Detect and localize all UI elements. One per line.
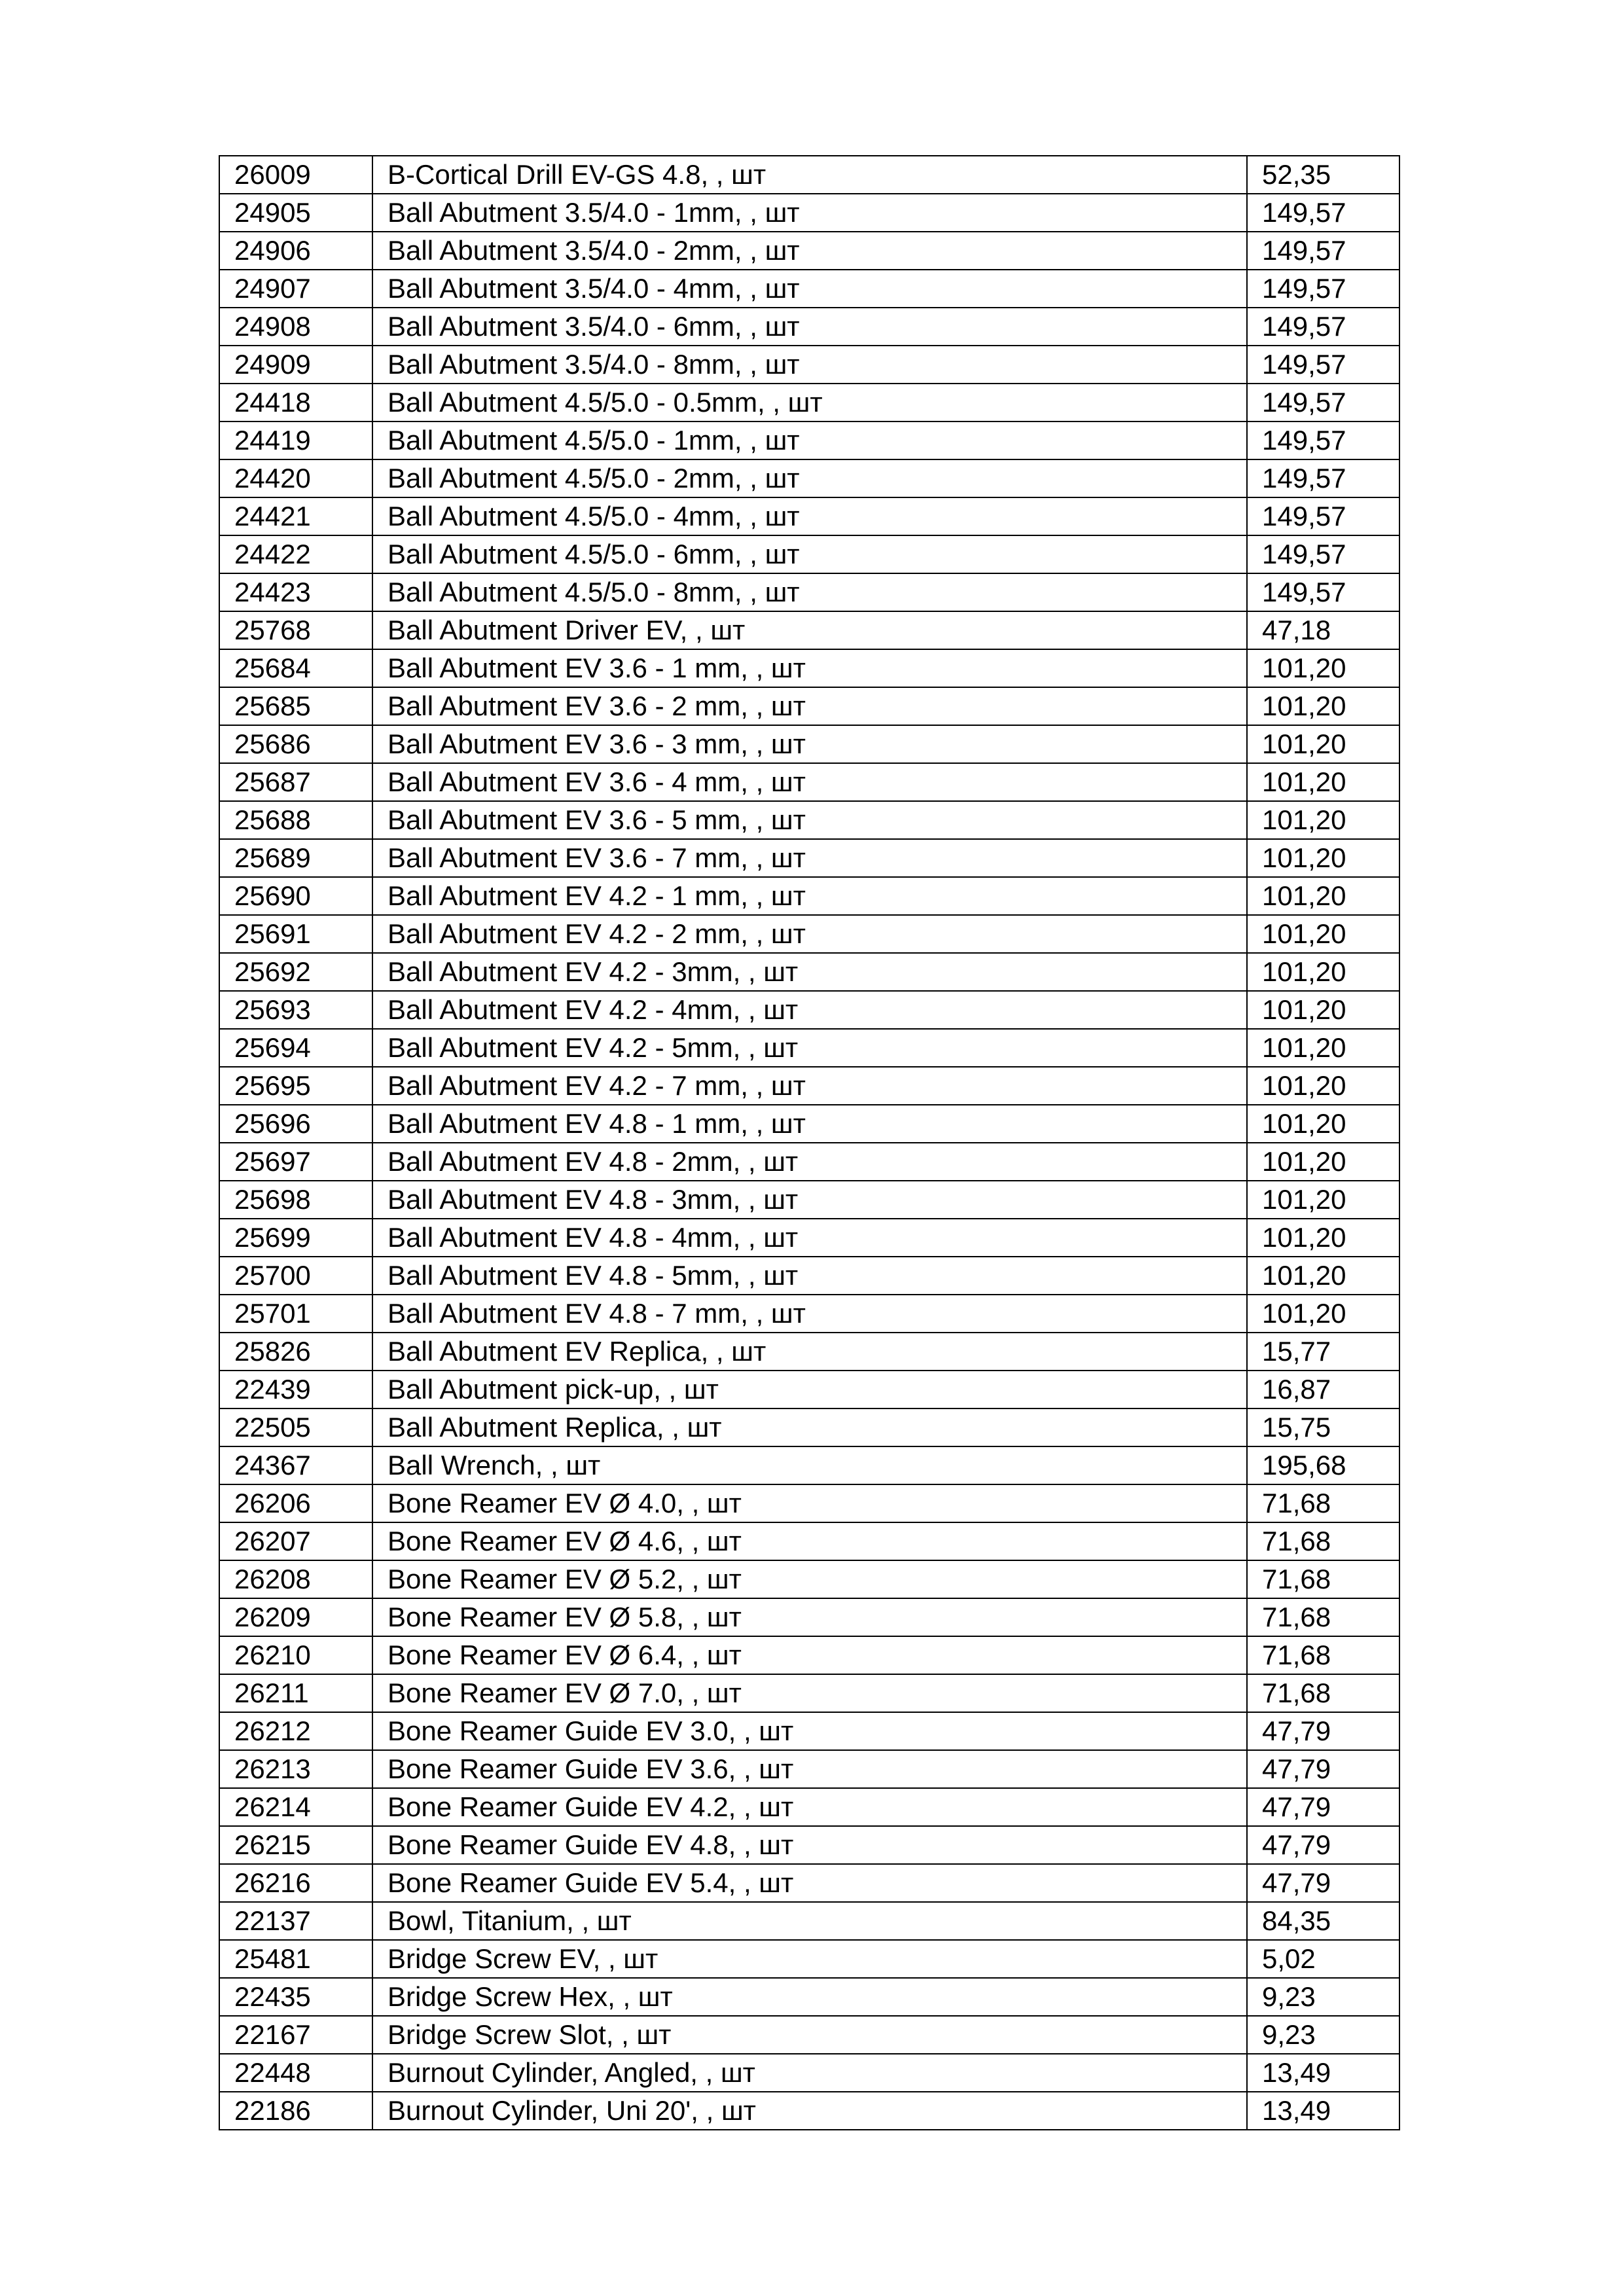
- product-code-cell: 24420: [219, 459, 372, 497]
- table-row: [219, 156, 1399, 194]
- table-row: [219, 839, 1399, 877]
- product-code-cell: 26215: [219, 1826, 372, 1864]
- product-name-cell: Ball Abutment EV 4.2 - 3mm, , шт: [372, 953, 1247, 991]
- product-price-cell: 47,79: [1247, 1864, 1399, 1902]
- product-name-cell: Bone Reamer Guide EV 5.4, , шт: [372, 1864, 1247, 1902]
- product-price-cell: 149,57: [1247, 573, 1399, 611]
- table-row: [219, 1257, 1399, 1295]
- product-name-cell: Ball Abutment 4.5/5.0 - 6mm, , шт: [372, 535, 1247, 573]
- product-name-cell: Ball Abutment EV 4.8 - 5mm, , шт: [372, 1257, 1247, 1295]
- product-code-cell: 26210: [219, 1636, 372, 1674]
- product-code-cell: 25692: [219, 953, 372, 991]
- table-row: [219, 915, 1399, 953]
- product-price-cell: 13,49: [1247, 2092, 1399, 2130]
- product-name-cell: Ball Abutment EV 4.8 - 1 mm, , шт: [372, 1105, 1247, 1143]
- product-code-cell: 24367: [219, 1446, 372, 1484]
- table-row: [219, 877, 1399, 915]
- product-name-cell: Ball Abutment EV 4.8 - 3mm, , шт: [372, 1181, 1247, 1219]
- product-price-cell: 16,87: [1247, 1371, 1399, 1408]
- product-price-cell: 101,20: [1247, 763, 1399, 801]
- product-name-cell: Ball Abutment EV 4.2 - 4mm, , шт: [372, 991, 1247, 1029]
- product-name-cell: Ball Abutment EV 3.6 - 2 mm, , шт: [372, 687, 1247, 725]
- product-code-cell: 24907: [219, 270, 372, 308]
- product-code-cell: 25687: [219, 763, 372, 801]
- product-price-cell: 101,20: [1247, 1219, 1399, 1257]
- product-code-cell: 26213: [219, 1750, 372, 1788]
- product-name-cell: Ball Abutment pick-up, , шт: [372, 1371, 1247, 1408]
- product-price-cell: 195,68: [1247, 1446, 1399, 1484]
- product-code-cell: 26212: [219, 1712, 372, 1750]
- table-row: [219, 1940, 1399, 1978]
- product-price-cell: 15,75: [1247, 1408, 1399, 1446]
- product-name-cell: Ball Abutment Replica, , шт: [372, 1408, 1247, 1446]
- product-code-cell: 24418: [219, 384, 372, 422]
- product-name-cell: Ball Abutment EV 4.2 - 2 mm, , шт: [372, 915, 1247, 953]
- table-row: [219, 535, 1399, 573]
- product-price-cell: 101,20: [1247, 839, 1399, 877]
- product-name-cell: Ball Abutment EV 4.8 - 2mm, , шт: [372, 1143, 1247, 1181]
- table-row: [219, 573, 1399, 611]
- product-price-cell: 149,57: [1247, 497, 1399, 535]
- product-price-cell: 149,57: [1247, 346, 1399, 384]
- product-name-cell: Ball Abutment 3.5/4.0 - 1mm, , шт: [372, 194, 1247, 232]
- product-name-cell: Ball Abutment 3.5/4.0 - 2mm, , шт: [372, 232, 1247, 270]
- product-code-cell: 22439: [219, 1371, 372, 1408]
- table-row: [219, 1067, 1399, 1105]
- product-price-cell: 149,57: [1247, 422, 1399, 459]
- table-row: [219, 270, 1399, 308]
- product-name-cell: Ball Abutment Driver EV, , шт: [372, 611, 1247, 649]
- product-name-cell: Bone Reamer Guide EV 4.2, , шт: [372, 1788, 1247, 1826]
- product-price-cell: 84,35: [1247, 1902, 1399, 1940]
- product-code-cell: 26209: [219, 1598, 372, 1636]
- product-code-cell: 25684: [219, 649, 372, 687]
- table-row: [219, 384, 1399, 422]
- product-name-cell: Bone Reamer EV Ø 7.0, , шт: [372, 1674, 1247, 1712]
- table-row: [219, 1864, 1399, 1902]
- table-row: [219, 194, 1399, 232]
- table-row: [219, 1219, 1399, 1257]
- product-price-cell: 149,57: [1247, 232, 1399, 270]
- table-row: [219, 991, 1399, 1029]
- table-row: [219, 1788, 1399, 1826]
- product-name-cell: Bone Reamer Guide EV 3.0, , шт: [372, 1712, 1247, 1750]
- product-code-cell: 24909: [219, 346, 372, 384]
- product-name-cell: Ball Abutment EV 3.6 - 4 mm, , шт: [372, 763, 1247, 801]
- product-code-cell: 25693: [219, 991, 372, 1029]
- table-row: [219, 1522, 1399, 1560]
- product-price-cell: 101,20: [1247, 877, 1399, 915]
- table-row: [219, 2054, 1399, 2092]
- product-price-cell: 13,49: [1247, 2054, 1399, 2092]
- product-code-cell: 25689: [219, 839, 372, 877]
- product-price-cell: 101,20: [1247, 801, 1399, 839]
- table-row: [219, 497, 1399, 535]
- table-row: [219, 1978, 1399, 2016]
- product-price-cell: 15,77: [1247, 1333, 1399, 1371]
- product-price-cell: 71,68: [1247, 1484, 1399, 1522]
- product-price-cell: 47,18: [1247, 611, 1399, 649]
- product-code-cell: 26207: [219, 1522, 372, 1560]
- product-name-cell: Ball Abutment EV 3.6 - 7 mm, , шт: [372, 839, 1247, 877]
- product-price-cell: 101,20: [1247, 687, 1399, 725]
- product-price-cell: 5,02: [1247, 1940, 1399, 1978]
- product-price-cell: 101,20: [1247, 1029, 1399, 1067]
- product-name-cell: Ball Abutment EV Replica, , шт: [372, 1333, 1247, 1371]
- product-price-cell: 101,20: [1247, 1181, 1399, 1219]
- table-row: [219, 1333, 1399, 1371]
- product-price-cell: 71,68: [1247, 1560, 1399, 1598]
- table-row: [219, 1446, 1399, 1484]
- product-name-cell: Bridge Screw EV, , шт: [372, 1940, 1247, 1978]
- table-row: [219, 2092, 1399, 2130]
- table-row: [219, 1674, 1399, 1712]
- product-price-cell: 149,57: [1247, 459, 1399, 497]
- product-price-cell: 52,35: [1247, 156, 1399, 194]
- product-code-cell: 25685: [219, 687, 372, 725]
- product-price-cell: 47,79: [1247, 1750, 1399, 1788]
- product-name-cell: Ball Wrench, , шт: [372, 1446, 1247, 1484]
- product-price-cell: 149,57: [1247, 194, 1399, 232]
- product-code-cell: 26216: [219, 1864, 372, 1902]
- product-price-cell: 101,20: [1247, 1067, 1399, 1105]
- product-code-cell: 26009: [219, 156, 372, 194]
- product-name-cell: Ball Abutment 3.5/4.0 - 4mm, , шт: [372, 270, 1247, 308]
- product-code-cell: 25699: [219, 1219, 372, 1257]
- table-row: [219, 308, 1399, 346]
- product-name-cell: Bone Reamer EV Ø 4.0, , шт: [372, 1484, 1247, 1522]
- product-name-cell: Ball Abutment EV 3.6 - 1 mm, , шт: [372, 649, 1247, 687]
- product-code-cell: 22448: [219, 2054, 372, 2092]
- product-price-cell: 71,68: [1247, 1598, 1399, 1636]
- product-name-cell: Ball Abutment 4.5/5.0 - 1mm, , шт: [372, 422, 1247, 459]
- product-name-cell: Bone Reamer EV Ø 5.8, , шт: [372, 1598, 1247, 1636]
- table-row: [219, 422, 1399, 459]
- product-name-cell: Bridge Screw Slot, , шт: [372, 2016, 1247, 2054]
- product-price-cell: 101,20: [1247, 1105, 1399, 1143]
- product-name-cell: Bone Reamer EV Ø 4.6, , шт: [372, 1522, 1247, 1560]
- product-code-cell: 25697: [219, 1143, 372, 1181]
- product-price-cell: 47,79: [1247, 1788, 1399, 1826]
- product-name-cell: Bridge Screw Hex, , шт: [372, 1978, 1247, 2016]
- product-code-cell: 25686: [219, 725, 372, 763]
- table-row: [219, 1826, 1399, 1864]
- product-code-cell: 25695: [219, 1067, 372, 1105]
- table-row: [219, 1295, 1399, 1333]
- product-name-cell: Ball Abutment EV 3.6 - 3 mm, , шт: [372, 725, 1247, 763]
- product-code-cell: 22186: [219, 2092, 372, 2130]
- table-row: [219, 346, 1399, 384]
- table-row: [219, 1105, 1399, 1143]
- product-code-cell: 26211: [219, 1674, 372, 1712]
- table-row: [219, 649, 1399, 687]
- product-price-cell: 101,20: [1247, 725, 1399, 763]
- product-name-cell: Bone Reamer Guide EV 4.8, , шт: [372, 1826, 1247, 1864]
- table-row: [219, 2016, 1399, 2054]
- table-row: [219, 1484, 1399, 1522]
- product-price-cell: 71,68: [1247, 1674, 1399, 1712]
- table-row: [219, 1371, 1399, 1408]
- product-code-cell: 24905: [219, 194, 372, 232]
- product-code-cell: 25696: [219, 1105, 372, 1143]
- product-code-cell: 25691: [219, 915, 372, 953]
- product-name-cell: Bone Reamer Guide EV 3.6, , шт: [372, 1750, 1247, 1788]
- product-price-cell: 149,57: [1247, 535, 1399, 573]
- product-price-cell: 101,20: [1247, 1143, 1399, 1181]
- product-price-cell: 149,57: [1247, 308, 1399, 346]
- product-name-cell: Bone Reamer EV Ø 5.2, , шт: [372, 1560, 1247, 1598]
- price-table: [219, 155, 1400, 2130]
- table-row: [219, 1029, 1399, 1067]
- table-row: [219, 953, 1399, 991]
- product-code-cell: 25688: [219, 801, 372, 839]
- product-code-cell: 26208: [219, 1560, 372, 1598]
- product-code-cell: 24906: [219, 232, 372, 270]
- table-row: [219, 1598, 1399, 1636]
- product-name-cell: Ball Abutment 3.5/4.0 - 6mm, , шт: [372, 308, 1247, 346]
- table-row: [219, 611, 1399, 649]
- product-code-cell: 26206: [219, 1484, 372, 1522]
- product-price-cell: 101,20: [1247, 915, 1399, 953]
- product-name-cell: Ball Abutment 4.5/5.0 - 4mm, , шт: [372, 497, 1247, 535]
- product-code-cell: 24419: [219, 422, 372, 459]
- product-name-cell: Ball Abutment 4.5/5.0 - 2mm, , шт: [372, 459, 1247, 497]
- table-row: [219, 459, 1399, 497]
- product-name-cell: Ball Abutment 4.5/5.0 - 0.5mm, , шт: [372, 384, 1247, 422]
- product-code-cell: 25698: [219, 1181, 372, 1219]
- product-code-cell: 25701: [219, 1295, 372, 1333]
- product-price-cell: 101,20: [1247, 649, 1399, 687]
- product-code-cell: 22435: [219, 1978, 372, 2016]
- product-code-cell: 22505: [219, 1408, 372, 1446]
- product-price-cell: 101,20: [1247, 953, 1399, 991]
- price-table-body: [219, 156, 1399, 2130]
- product-price-cell: 9,23: [1247, 1978, 1399, 2016]
- product-name-cell: Bone Reamer EV Ø 6.4, , шт: [372, 1636, 1247, 1674]
- product-code-cell: 25481: [219, 1940, 372, 1978]
- table-row: [219, 1143, 1399, 1181]
- product-code-cell: 25768: [219, 611, 372, 649]
- table-row: [219, 1636, 1399, 1674]
- product-name-cell: Ball Abutment EV 4.8 - 7 mm, , шт: [372, 1295, 1247, 1333]
- product-name-cell: Ball Abutment EV 4.2 - 5mm, , шт: [372, 1029, 1247, 1067]
- product-price-cell: 101,20: [1247, 1257, 1399, 1295]
- product-code-cell: 24423: [219, 573, 372, 611]
- product-name-cell: Bowl, Titanium, , шт: [372, 1902, 1247, 1940]
- product-price-cell: 71,68: [1247, 1636, 1399, 1674]
- product-name-cell: Ball Abutment EV 4.2 - 7 mm, , шт: [372, 1067, 1247, 1105]
- product-code-cell: 26214: [219, 1788, 372, 1826]
- product-price-cell: 71,68: [1247, 1522, 1399, 1560]
- product-name-cell: Burnout Cylinder, Angled, , шт: [372, 2054, 1247, 2092]
- table-row: [219, 1560, 1399, 1598]
- product-price-cell: 149,57: [1247, 384, 1399, 422]
- product-code-cell: 22167: [219, 2016, 372, 2054]
- product-code-cell: 24422: [219, 535, 372, 573]
- table-row: [219, 1750, 1399, 1788]
- product-code-cell: 25690: [219, 877, 372, 915]
- product-name-cell: B-Cortical Drill EV-GS 4.8, , шт: [372, 156, 1247, 194]
- product-price-cell: 149,57: [1247, 270, 1399, 308]
- table-row: [219, 1408, 1399, 1446]
- product-price-cell: 47,79: [1247, 1826, 1399, 1864]
- product-code-cell: 25694: [219, 1029, 372, 1067]
- product-name-cell: Ball Abutment EV 4.8 - 4mm, , шт: [372, 1219, 1247, 1257]
- product-code-cell: 24421: [219, 497, 372, 535]
- product-price-cell: 9,23: [1247, 2016, 1399, 2054]
- table-row: [219, 1712, 1399, 1750]
- table-row: [219, 1181, 1399, 1219]
- table-row: [219, 725, 1399, 763]
- product-code-cell: 25826: [219, 1333, 372, 1371]
- product-price-cell: 47,79: [1247, 1712, 1399, 1750]
- product-name-cell: Burnout Cylinder, Uni 20', , шт: [372, 2092, 1247, 2130]
- table-row: [219, 232, 1399, 270]
- product-name-cell: Ball Abutment 3.5/4.0 - 8mm, , шт: [372, 346, 1247, 384]
- product-code-cell: 25700: [219, 1257, 372, 1295]
- product-code-cell: 22137: [219, 1902, 372, 1940]
- table-row: [219, 1902, 1399, 1940]
- product-price-cell: 101,20: [1247, 991, 1399, 1029]
- table-row: [219, 687, 1399, 725]
- product-code-cell: 24908: [219, 308, 372, 346]
- product-name-cell: Ball Abutment 4.5/5.0 - 8mm, , шт: [372, 573, 1247, 611]
- table-row: [219, 763, 1399, 801]
- product-name-cell: Ball Abutment EV 4.2 - 1 mm, , шт: [372, 877, 1247, 915]
- table-row: [219, 801, 1399, 839]
- product-name-cell: Ball Abutment EV 3.6 - 5 mm, , шт: [372, 801, 1247, 839]
- product-price-cell: 101,20: [1247, 1295, 1399, 1333]
